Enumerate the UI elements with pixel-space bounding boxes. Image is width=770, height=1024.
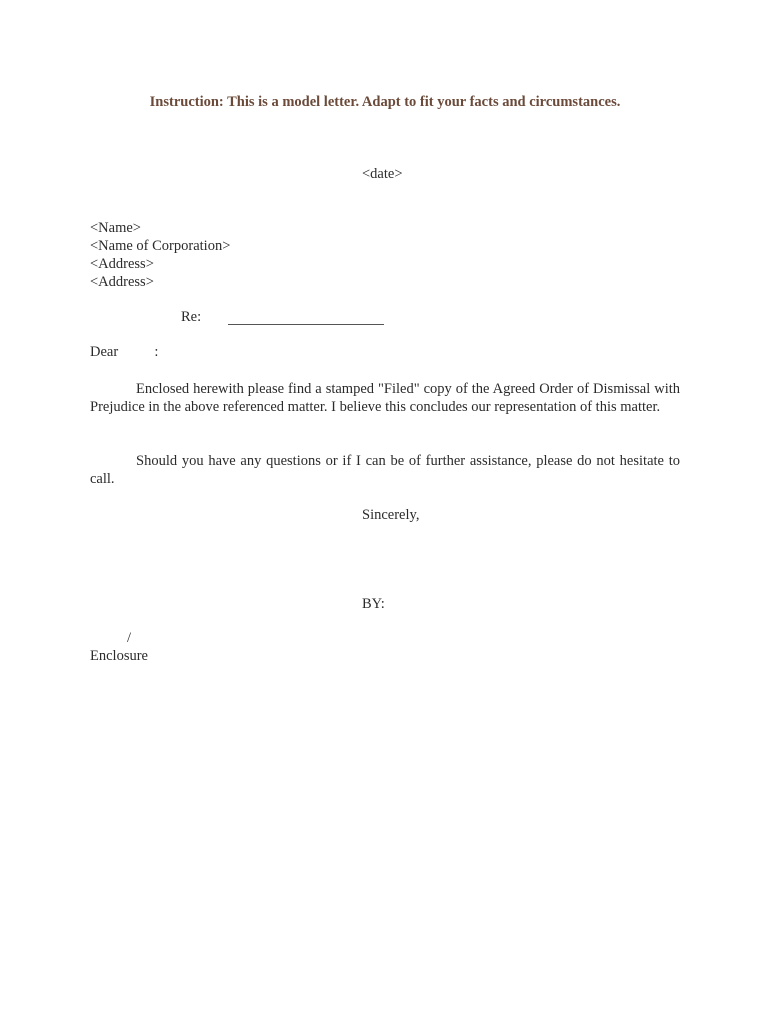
closing: Sincerely, (362, 507, 420, 523)
body-paragraph-2: Should you have any questions or if I can be of further assistance, please do not hesitate to call. (90, 453, 680, 487)
recipient-address-line-2: <Address> (90, 274, 154, 290)
instruction-note: Instruction: This is a model letter. Adapt to fit your facts and circumstances. (149, 94, 621, 110)
enclosure-note: Enclosure (90, 648, 148, 664)
recipient-name: <Name> (90, 220, 141, 236)
recipient-address-block (90, 219, 230, 291)
re-subject-blank-line (228, 324, 384, 325)
salutation: Dear : (90, 344, 159, 360)
initials-separator: / (127, 630, 132, 646)
body-paragraph-1: Enclosed herewith please find a stamped "Filed" copy of the Agreed Order of Dismissal with Prejudice in the above referenced matter. I believe this concludes our representation of this matter. (90, 381, 680, 415)
recipient-corporation: <Name of Corporation> (90, 238, 231, 254)
recipient-address-line-1: <Address> (90, 256, 154, 272)
re-label: Re: (181, 309, 202, 325)
date-placeholder: <date> (362, 166, 403, 182)
signature-by-label: BY: (362, 596, 385, 612)
